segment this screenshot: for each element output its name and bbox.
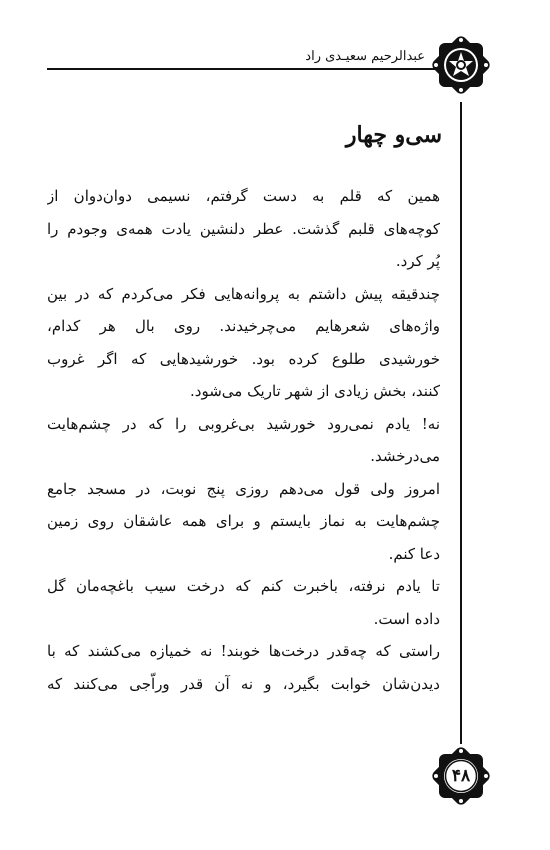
- rosette-ornament-icon: [430, 34, 492, 96]
- text-line: چندقیقه پیش داشتم به پروانه‌هایی فکر می‌کردم که در بین: [47, 284, 440, 303]
- running-head: عبدالرحیم سعیـدی راد: [305, 49, 425, 64]
- chapter-title: سی‌و چهار: [345, 122, 442, 148]
- text-line: چشم‌هایت به نماز بایستم و برای همه عاشقان روی زمین: [47, 512, 440, 530]
- text-line: داده است.: [373, 609, 440, 628]
- text-line: همین که قلم به دست گرفتم، نسیمی دوان‌دوان از: [47, 187, 440, 205]
- text-line: پُر کرد.: [395, 252, 440, 270]
- text-line: راستی که چه‌قدر درخت‌ها خوبند! نه خمیازه می‌کشند که با: [47, 642, 440, 660]
- text-line: کنند، بخش زیادی از شهر تاریک می‌شود.: [190, 382, 440, 400]
- header-rule: [47, 68, 441, 70]
- text-line: تا یادم نرفته، باخبرت کنم که درخت سیب باغچه‌مان گل: [47, 577, 440, 595]
- text-line: کوچه‌های قلبم گذشت. عطر دلنشین یادت همه‌ی وجودم را: [47, 219, 440, 238]
- text-line: خورشیدی طلوع کرده بود. خورشیدهایی که اگر غروب: [47, 349, 440, 368]
- text-line: دعا کنم.: [388, 544, 440, 563]
- text-line: امروز ولی قول می‌دهم روزی پنج نوبت، در مسجد جامع: [47, 479, 440, 498]
- page-number-rosette: [430, 745, 492, 807]
- text-line: واژه‌های شعرهایم می‌چرخیدند. روی بال هر کدام،: [47, 317, 440, 335]
- margin-rule: [460, 102, 462, 744]
- text-line: می‌درخشد.: [370, 447, 440, 465]
- page-number: ۴۸: [451, 766, 471, 786]
- body-text: [47, 180, 440, 700]
- text-line: نه! یادم نمی‌رود خورشید بی‌غروبی را که در چشم‌هایت: [47, 414, 440, 433]
- text-line: دیدن‌شان خوابت بگیرد، و نه آن قدر وراّجی می‌کنند که: [47, 674, 440, 693]
